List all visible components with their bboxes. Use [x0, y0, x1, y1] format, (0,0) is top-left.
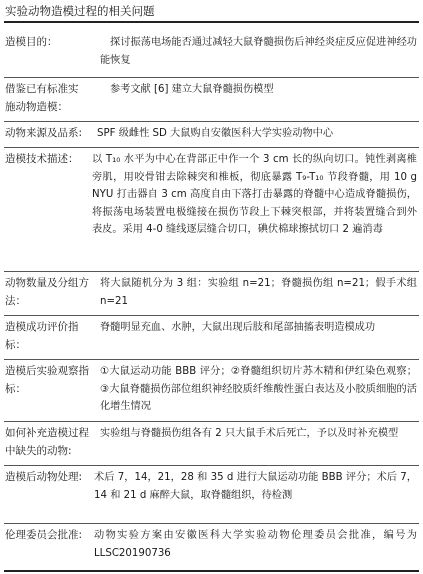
row-value: 以 T₁₀ 水平为中心在背部正中作一个 3 cm 长的纵向切口。钝性剥离椎旁肌，用咬骨钳去除棘突和椎板，彻底暴露 T₉-T₁₀ 节段脊髓，用 10 g NYU 打击器自 3 cm 高度自由下落打击暴露的脊髓中心造成脊髓损伤，将振荡电场装置电极缝接在损伤节段上下棘突根部，并将装置缝合到外表皮。采用 4-0 缝线逐层缝合切口，碘伏棉球擦拭切口 2 遍消毒	[92, 154, 417, 236]
row-label: 动物来源及品系:	[5, 127, 83, 139]
row-value: 脊髓明显充血、水肿，大鼠出现后肢和尾部抽搐表明造模成功	[100, 322, 376, 333]
row-value: 探讨振荡电场能否通过减轻大鼠脊髓损伤后神经炎症反应促进神经功能恢复	[100, 37, 417, 66]
row-label: 造模后动物处理:	[5, 471, 83, 483]
row-value: 术后 7，14，21，28 和 35 d 进行大鼠运动功能 BBB 评分；术后 7，14 和 21 d 麻醉大鼠，取脊髓组织，待检测	[94, 472, 417, 501]
row-label: 造模技术描述：	[5, 153, 79, 165]
row-value: SPF 级雌性 SD 大鼠购自安徽医科大学实验动物中心	[97, 128, 334, 139]
table-row-grouping	[4, 271, 419, 316]
row-value: 实验组与脊髓损伤组各有 2 只大鼠手术后死亡，予以及时补充模型	[100, 428, 399, 439]
row-label: 动物数量及分组方法：	[5, 277, 89, 307]
row-label: 造模后实验观察指标：	[5, 365, 89, 395]
table-title: 实验动物造模过程的相关问题	[5, 4, 155, 18]
table-row-supplement	[4, 421, 419, 466]
row-label: 如何补充造模过程中缺失的动物:	[5, 427, 89, 457]
top-rule	[4, 21, 419, 23]
table-row-source	[4, 121, 419, 148]
table-row-ethics	[4, 523, 419, 571]
row-label: 伦理委员会批准:	[5, 529, 83, 541]
table-row-observation	[4, 359, 419, 422]
row-label: 造模成功评价指标：	[5, 321, 79, 351]
table-row-technique	[4, 147, 419, 272]
table-row-purpose	[4, 31, 419, 77]
table-row-evaluation	[4, 315, 419, 360]
row-value: ①大鼠运动功能 BBB 评分；②脊髓组织切片苏木精和伊红染色观察；③大鼠脊髓损伤部位组织神经胶质纤维酸性蛋白表达及小胶质细胞的活化增生情况	[100, 366, 417, 413]
bottom-rule	[4, 570, 419, 572]
row-label: 借鉴已有标准实施动物造模：	[5, 83, 79, 113]
row-value: 动物实验方案由安徽医科大学实验动物伦理委员会批准，编号为 LLSC20190736	[94, 530, 417, 559]
row-label: 造模目的：	[5, 36, 58, 48]
table-row-standard	[4, 77, 419, 122]
row-value: 参考文献 [6] 建立大鼠脊髓损伤模型	[110, 84, 274, 95]
table-row-treatment	[4, 465, 419, 524]
row-value: 将大鼠随机分为 3 组：实验组 n=21；脊髓损伤组 n=21；假手术组 n=21	[100, 278, 417, 307]
